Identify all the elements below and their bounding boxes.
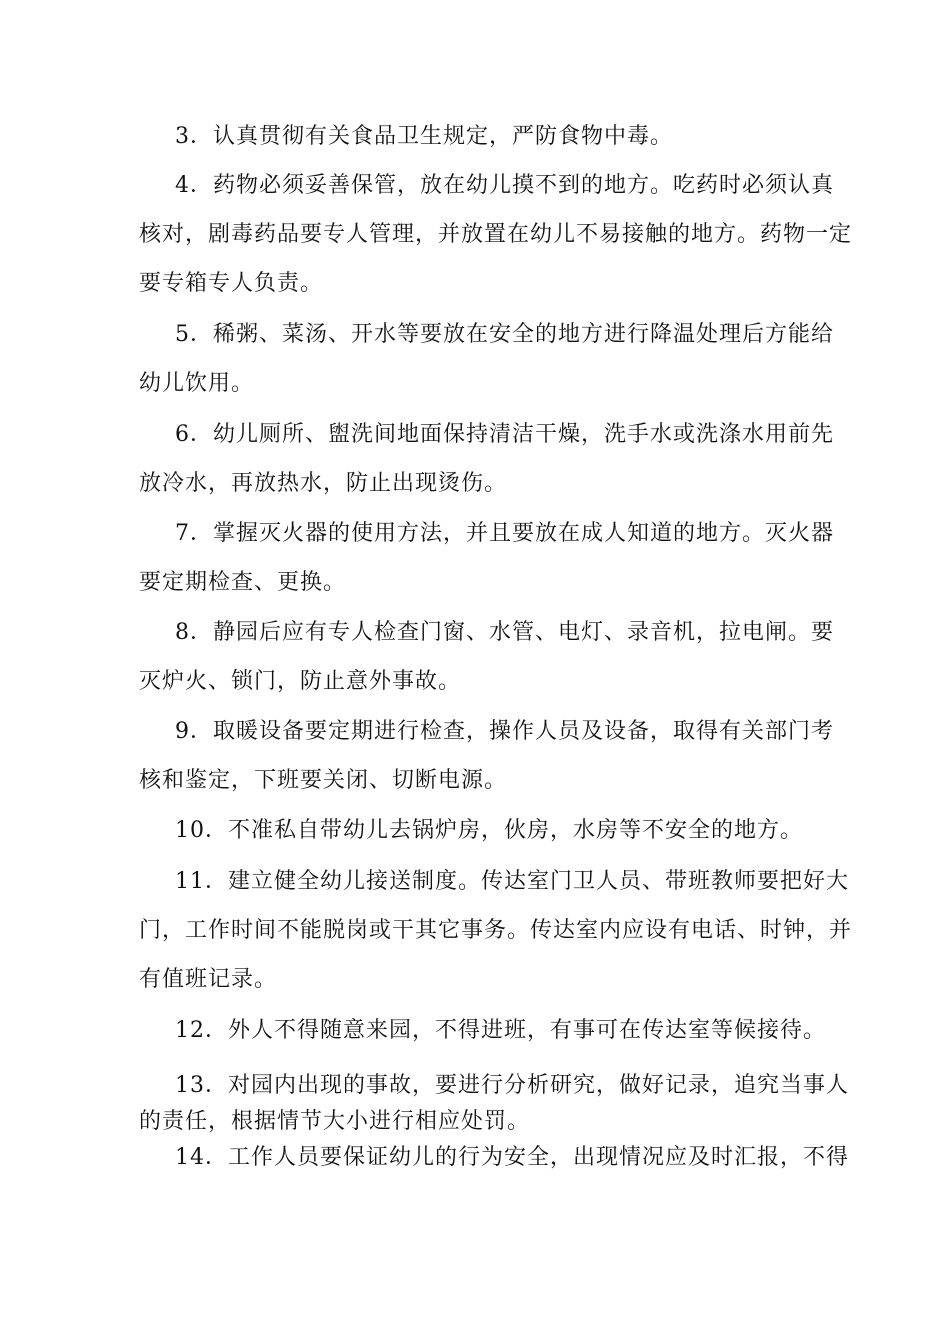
paragraph-item-7 bbox=[139, 509, 867, 607]
paragraph-item-5 bbox=[139, 310, 867, 408]
paragraph-item-12 bbox=[139, 1006, 867, 1055]
text-line: 的责任，根据情节大小进行相应处罚。 bbox=[139, 1109, 531, 1134]
paragraph-item-10 bbox=[139, 806, 867, 855]
text-line: 有值班记录。 bbox=[139, 967, 278, 992]
text-line: 门，工作时间不能脱岗或干其它事务。传达室内应设有电话、时钟，并 bbox=[139, 918, 853, 943]
paragraph-item-3 bbox=[139, 112, 867, 161]
text-line: 11．建立健全幼儿接送制度。传达室门卫人员、带班教师要把好大 bbox=[175, 869, 849, 894]
paragraph-item-8 bbox=[139, 608, 867, 706]
text-line: 12．外人不得随意来园，不得进班，有事可在传达室等候接待。 bbox=[175, 1018, 826, 1043]
paragraph-item-9 bbox=[139, 707, 867, 805]
text-line: 灭炉火、锁门，防止意外事故。 bbox=[139, 669, 462, 694]
text-line: 10．不准私自带幼儿去锅炉房，伙房，水房等不安全的地方。 bbox=[175, 818, 803, 843]
text-line: 放冷水，再放热水，防止出现烫伤。 bbox=[139, 471, 508, 496]
text-line: 要定期检查、更换。 bbox=[139, 570, 347, 595]
text-line: 幼儿饮用。 bbox=[139, 371, 255, 396]
text-line: 核对，剧毒药品要专人管理，并放置在幼儿不易接触的地方。药物一定 bbox=[139, 222, 853, 247]
paragraph-item-11 bbox=[139, 857, 867, 1004]
text-line: 9．取暖设备要定期进行检查，操作人员及设备，取得有关部门考 bbox=[175, 719, 834, 744]
text-line: 14．工作人员要保证幼儿的行为安全，出现情况应及时汇报，不得 bbox=[175, 1145, 849, 1170]
text-line: 8．静园后应有专人检查门窗、水管、电灯、录音机，拉电闸。要 bbox=[175, 620, 834, 645]
text-line: 6．幼儿厕所、盥洗间地面保持清洁干燥，洗手水或洗涤水用前先 bbox=[175, 422, 834, 447]
text-line: 要专箱专人负责。 bbox=[139, 271, 324, 296]
paragraph-item-4 bbox=[139, 161, 867, 308]
paragraph-item-13 bbox=[139, 1068, 867, 1140]
text-line: 13．对园内出现的事故，要进行分析研究，做好记录，追究当事人 bbox=[175, 1073, 849, 1098]
text-line: 4．药物必须妥善保管，放在幼儿摸不到的地方。吃药时必须认真 bbox=[175, 173, 834, 198]
text-line: 3．认真贯彻有关食品卫生规定，严防食物中毒。 bbox=[175, 124, 673, 149]
paragraph-item-6 bbox=[139, 410, 867, 508]
text-line: 核和鉴定，下班要关闭、切断电源。 bbox=[139, 768, 508, 793]
paragraph-item-14 bbox=[139, 1133, 867, 1182]
text-line: 7．掌握灭火器的使用方法，并且要放在成人知道的地方。灭火器 bbox=[175, 521, 834, 546]
text-line: 5．稀粥、菜汤、开水等要放在安全的地方进行降温处理后方能给 bbox=[175, 322, 834, 347]
